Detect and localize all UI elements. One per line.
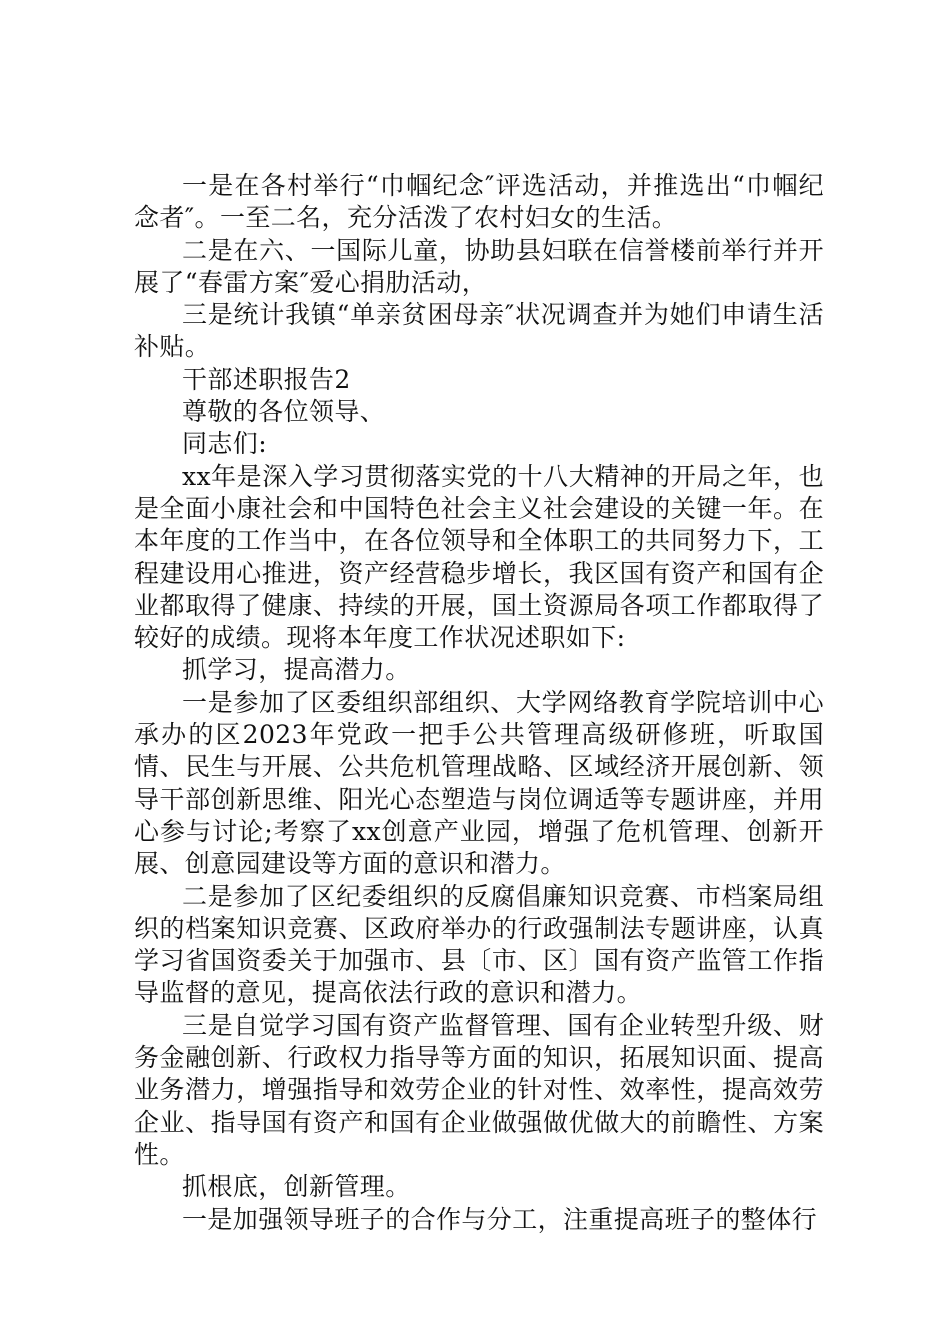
subheading-management: 抓根底，创新管理。	[182, 1172, 411, 1202]
paragraph-year-overview: xx年是深入学习贯彻落实党的十八大精神的开局之年，也是全面小康社会和中国特色社会主义社会建设的关键一年。在本年度的工作当中，在各位领导和全体职工的共同努力下，工程建设用心推进，资产经营稳步增长，我区国有资产和国有企业都取得了健康、持续的开展，国土资源局各项工作都取得了较好的成绩。现将本年度工作状况述职如下:	[134, 461, 824, 653]
paragraph-single-mothers: 三是统计我镇“单亲贫困母亲″状况调查并为她们申请生活补贴。	[134, 300, 824, 362]
paragraph-leadership: 一是加强领导班子的合作与分工，注重提高班子的整体行	[182, 1204, 818, 1234]
salutation-leaders: 尊敬的各位领导、	[182, 397, 386, 427]
paragraph-competitions: 二是参加了区纪委组织的反腐倡廉知识竞赛、市档案局组织的档案知识竞赛、区政府举办的行政强制法专题讲座，认真学习省国资委关于加强市、县〔市、区〕国有资产监管工作指导监督的意见，提高依法行政的意识和潜力。	[134, 881, 824, 1008]
paragraph-village-activity: 一是在各村举行“巾帼纪念″评选活动，并推选出“巾帼纪念者″。一至二名，充分活泼了农村妇女的生活。	[134, 171, 824, 233]
subheading-study: 抓学习，提高潜力。	[182, 655, 411, 685]
section-heading-report-2: 干部述职报告2	[182, 364, 351, 394]
paragraph-childrens-day: 二是在六、一国际儿童，协助县妇联在信誉楼前举行并开展了“春雷方案″爱心捐肋活动，	[134, 235, 824, 297]
salutation-comrades: 同志们:	[182, 429, 268, 459]
document-body	[134, 170, 824, 1236]
paragraph-self-study: 三是自觉学习国有资产监督管理、国有企业转型升级、财务金融创新、行政权力指导等方面的知识，拓展知识面、提高业务潜力，增强指导和效劳企业的针对性、效率性，提高效劳企业、指导国有资产和国有企业做强做优做大的前瞻性、方案性。	[134, 1010, 824, 1169]
paragraph-training: 一是参加了区委组织部组织、大学网络教育学院培训中心承办的区2023年党政一把手公共管理高级研修班，听取国情、民生与开展、公共危机管理战略、区域经济开展创新、领导干部创新思维、阳光心态塑造与岗位调适等专题讲座，并用心参与讨论;考察了xx创意产业园，增强了危机管理、创新开展、创意园建设等方面的意识和潜力。	[134, 687, 824, 879]
